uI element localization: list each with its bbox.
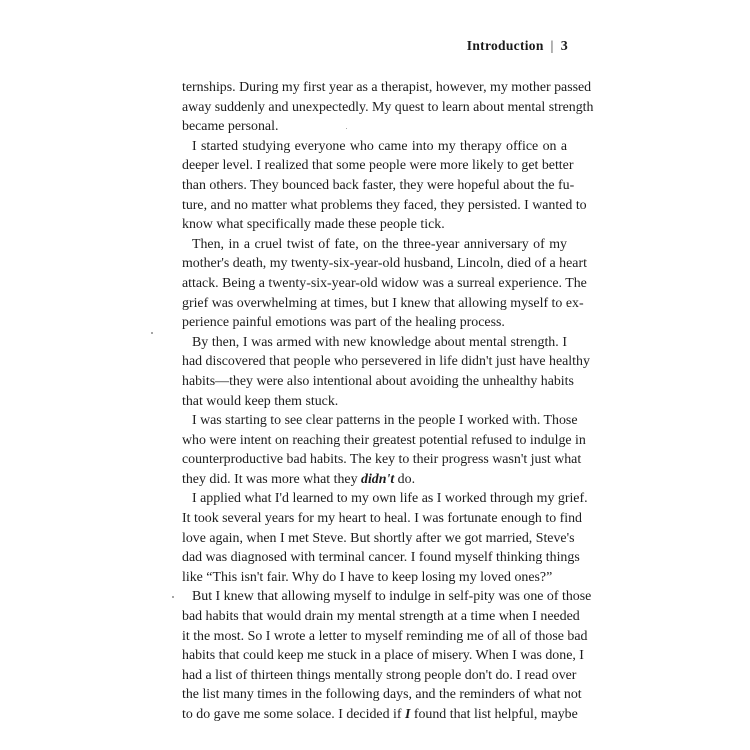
scan-speck [172,596,174,598]
text-line: like “This isn't fair. Why do I have to keep losing my loved ones?” [182,569,553,585]
text-line [182,705,578,725]
text-line: know what specifically made these people tick. [182,217,445,233]
text-line: perience painful emotions was part of the healing process. [182,315,505,331]
body-text [182,78,594,725]
text-line: the list many times in the following days, and the reminders of what not [182,687,582,703]
text-line: love again, when I met Steve. But shortly after we got married, Steve's [182,530,575,546]
text-line: ture, and no matter what problems they faced, they persisted. I wanted to [182,197,587,213]
text-line: than others. They bounced back faster, they were hopeful about the fu- [182,177,575,193]
text-line: habits that could keep me stuck in a place of misery. When I was done, I [182,648,584,664]
text-line: had discovered that people who persevered in life didn't just have healthy [182,354,590,370]
text-line: became personal. [182,119,279,135]
text-line: had a list of thirteen things mentally strong people don't do. I read over [182,667,577,683]
text-line: that would keep them stuck. [182,393,339,409]
text-line: Then, in a cruel twist of fate, on the three-year anniversary of my [192,236,567,252]
text-line: bad habits that would drain my mental strength at a time when I needed [182,609,580,625]
text-line: habits—they were also intentional about avoiding the unhealthy habits [182,373,574,389]
chapter-title: Introduction [466,38,544,53]
text-run: to do gave me some solace. I decided if [182,707,405,722]
running-header [467,38,568,55]
text-line: ternships. During my first year as a therapist, however, my mother passed [182,80,592,95]
scan-speck [151,332,153,334]
text-line: counterproductive bad habits. The key to their progress wasn't just what [182,452,582,468]
text-run: do. [394,471,416,487]
scan-speck [346,128,347,129]
emphasized-word: I [404,707,411,722]
text-line: away suddenly and unexpectedly. My quest to learn about mental strength [182,99,594,115]
text-line: attack. Being a twenty-six-year-old widow was a surreal experience. The [182,275,587,291]
text-line: mother's death, my twenty-six-year-old husband, Lincoln, died of a heart [182,256,587,272]
text-line: who were intent on reaching their greatest potential refused to indulge in [182,432,586,448]
text-line: I was starting to see clear patterns in the people I worked with. Those [192,413,578,429]
text-line [182,470,567,490]
text-line: I applied what I'd learned to my own life as I worked through my grief. [192,491,588,507]
text-line: deeper level. I realized that some people were more likely to get better [182,158,574,174]
text-line: it the most. So I wrote a letter to myself reminding me of all of those bad [182,628,588,644]
text-run: they did. It was more what they [182,471,361,487]
text-line: grief was overwhelming at times, but I knew that allowing myself to ex- [182,295,584,311]
text-run: found that list helpful, maybe [410,707,578,722]
text-line: dad was diagnosed with terminal cancer. I found myself thinking things [182,550,580,566]
text-line: I started studying everyone who came into my therapy office on a [192,138,567,154]
page-number: 3 [560,39,568,54]
text-line: It took several years for my heart to heal. I was fortunate enough to find [182,511,582,527]
emphasized-word: didn't [361,471,395,487]
header-separator: | [550,38,554,53]
text-line: But I knew that allowing myself to indulge in self-pity was one of those [192,589,592,605]
text-line: By then, I was armed with new knowledge about mental strength. I [192,334,567,350]
